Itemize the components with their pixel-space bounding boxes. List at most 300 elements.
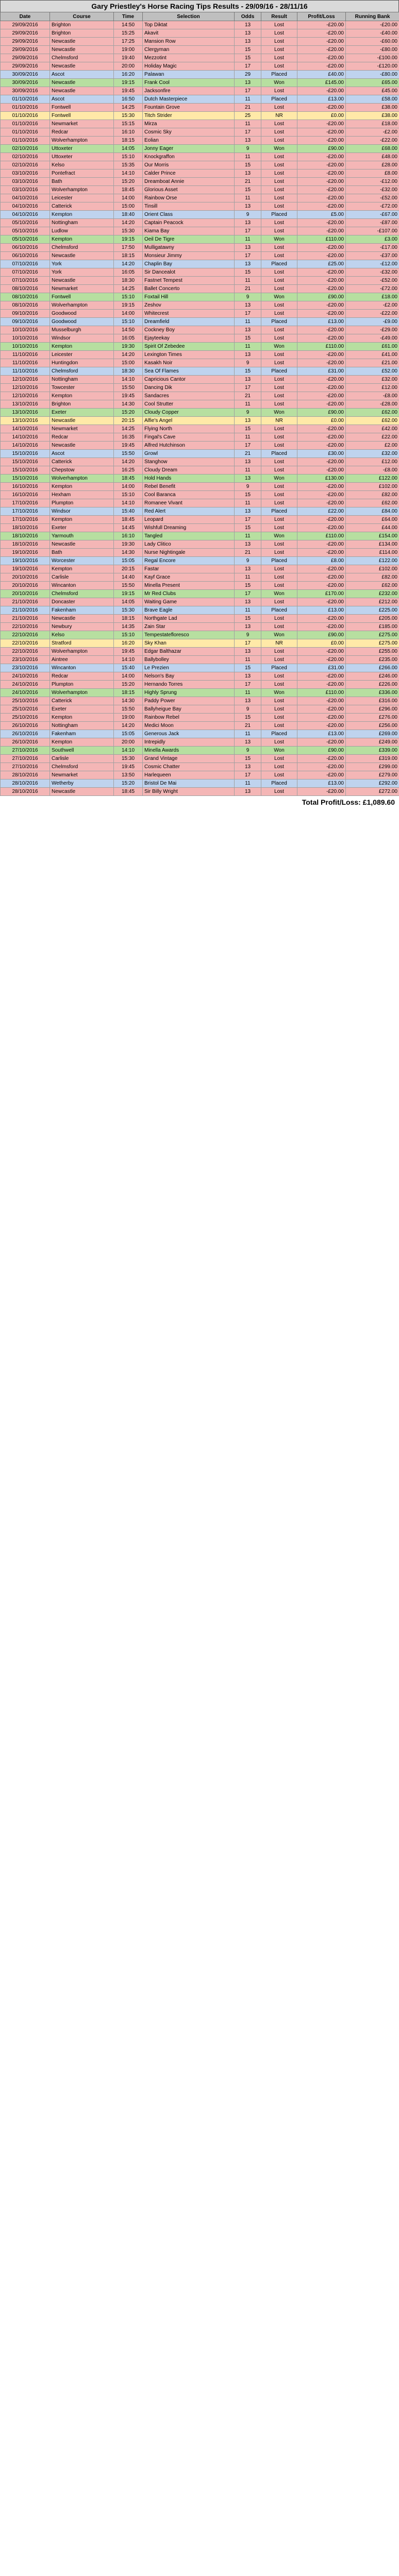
cell-bank: -£49.00 <box>346 334 399 343</box>
total-label: Total Profit/Loss: <box>302 798 361 806</box>
results-sheet <box>0 0 399 806</box>
cell-pl: -£20.00 <box>297 540 346 549</box>
cell-pl: £25.00 <box>297 260 346 268</box>
cell-bank: -£107.00 <box>346 227 399 235</box>
table-row <box>1 194 399 202</box>
cell-time: 18:45 <box>114 474 143 483</box>
cell-odds: 17 <box>235 252 261 260</box>
cell-odds: 13 <box>235 623 261 631</box>
table-row <box>1 153 399 161</box>
cell-pl: -£20.00 <box>297 170 346 178</box>
cell-result: Lost <box>261 202 297 211</box>
cell-date: 22/10/2016 <box>1 623 50 631</box>
cell-selection: Kasakh Noir <box>143 359 235 367</box>
cell-bank: £279.00 <box>346 771 399 779</box>
table-row <box>1 433 399 442</box>
cell-odds: 25 <box>235 112 261 120</box>
cell-course: Chepstow <box>50 466 114 474</box>
cell-course: Uttoxeter <box>50 145 114 153</box>
cell-odds: 11 <box>235 573 261 582</box>
cell-selection: Rainbow Orse <box>143 194 235 202</box>
cell-pl: £0.00 <box>297 417 346 425</box>
cell-odds: 13 <box>235 417 261 425</box>
cell-bank: -£2.00 <box>346 301 399 310</box>
cell-time: 18:45 <box>114 788 143 796</box>
cell-course: Kempton <box>50 392 114 400</box>
cell-bank: £82.00 <box>346 573 399 582</box>
cell-result: Lost <box>261 268 297 277</box>
cell-course: Wolverhampton <box>50 474 114 483</box>
cell-result: Lost <box>261 755 297 763</box>
cell-odds: 9 <box>235 747 261 755</box>
cell-selection: Regal Encore <box>143 557 235 565</box>
cell-pl: -£20.00 <box>297 87 346 95</box>
cell-time: 14:05 <box>114 145 143 153</box>
cell-result: Lost <box>261 21 297 29</box>
cell-result: Placed <box>261 318 297 326</box>
cell-course: Uttoxeter <box>50 153 114 161</box>
cell-course: Pontefract <box>50 170 114 178</box>
table-row <box>1 260 399 268</box>
cell-course: Newcastle <box>50 277 114 285</box>
cell-odds: 21 <box>235 178 261 186</box>
cell-odds: 13 <box>235 540 261 549</box>
cell-result: Lost <box>261 128 297 137</box>
cell-selection: Calder Prince <box>143 170 235 178</box>
cell-bank: £38.00 <box>346 112 399 120</box>
cell-odds: 9 <box>235 483 261 491</box>
cell-odds: 17 <box>235 128 261 137</box>
cell-course: Wolverhampton <box>50 186 114 194</box>
cell-time: 15:00 <box>114 202 143 211</box>
table-row <box>1 120 399 128</box>
cell-time: 14:10 <box>114 499 143 507</box>
cell-bank: -£9.00 <box>346 318 399 326</box>
cell-bank: £62.00 <box>346 409 399 417</box>
cell-course: Redcar <box>50 128 114 137</box>
cell-odds: 13 <box>235 301 261 310</box>
cell-pl: -£20.00 <box>297 483 346 491</box>
cell-odds: 9 <box>235 631 261 639</box>
cell-pl: -£20.00 <box>297 334 346 343</box>
cell-odds: 13 <box>235 21 261 29</box>
cell-time: 14:10 <box>114 376 143 384</box>
cell-pl: -£20.00 <box>297 376 346 384</box>
cell-pl: -£20.00 <box>297 714 346 722</box>
cell-time: 15:10 <box>114 491 143 499</box>
cell-date: 28/10/2016 <box>1 771 50 779</box>
cell-odds: 9 <box>235 557 261 565</box>
cell-selection: Red Alert <box>143 507 235 516</box>
cell-bank: £8.00 <box>346 170 399 178</box>
cell-odds: 17 <box>235 681 261 689</box>
cell-odds: 15 <box>235 268 261 277</box>
cell-course: Brighton <box>50 29 114 38</box>
table-row <box>1 46 399 54</box>
cell-date: 29/09/2016 <box>1 21 50 29</box>
cell-result: NR <box>261 639 297 648</box>
cell-date: 26/10/2016 <box>1 730 50 738</box>
table-row <box>1 128 399 137</box>
cell-selection: Mansion Row <box>143 38 235 46</box>
cell-result: Lost <box>261 252 297 260</box>
cell-date: 28/10/2016 <box>1 779 50 788</box>
cell-selection: Romanee Vivant <box>143 499 235 507</box>
cell-odds: 17 <box>235 590 261 598</box>
cell-pl: -£20.00 <box>297 186 346 194</box>
cell-course: Chelmsford <box>50 54 114 62</box>
cell-selection: Sandacres <box>143 392 235 400</box>
cell-odds: 15 <box>235 615 261 623</box>
cell-pl: -£20.00 <box>297 722 346 730</box>
cell-date: 27/10/2016 <box>1 763 50 771</box>
cell-bank: -£40.00 <box>346 29 399 38</box>
cell-time: 15:10 <box>114 318 143 326</box>
cell-result: Lost <box>261 483 297 491</box>
cell-result: Lost <box>261 46 297 54</box>
cell-odds: 15 <box>235 334 261 343</box>
cell-bank: -£8.00 <box>346 466 399 474</box>
cell-odds: 9 <box>235 705 261 714</box>
cell-selection: Our Morris <box>143 161 235 170</box>
cell-result: Lost <box>261 491 297 499</box>
cell-result: Lost <box>261 178 297 186</box>
cell-bank: £18.00 <box>346 293 399 301</box>
cell-date: 22/10/2016 <box>1 639 50 648</box>
cell-date: 05/10/2016 <box>1 227 50 235</box>
table-row <box>1 565 399 573</box>
table-row <box>1 202 399 211</box>
cell-odds: 11 <box>235 532 261 540</box>
table-row <box>1 409 399 417</box>
cell-odds: 13 <box>235 474 261 483</box>
cell-pl: -£20.00 <box>297 648 346 656</box>
cell-time: 15:35 <box>114 161 143 170</box>
total-profit-loss <box>0 798 399 806</box>
cell-pl: £90.00 <box>297 631 346 639</box>
cell-date: 01/10/2016 <box>1 120 50 128</box>
cell-result: Lost <box>261 29 297 38</box>
cell-selection: Foxtail Hill <box>143 293 235 301</box>
cell-result: Lost <box>261 516 297 524</box>
table-row <box>1 788 399 796</box>
cell-pl: -£20.00 <box>297 244 346 252</box>
cell-pl: -£20.00 <box>297 516 346 524</box>
cell-pl: -£20.00 <box>297 499 346 507</box>
cell-bank: £299.00 <box>346 763 399 771</box>
cell-course: Fakenham <box>50 730 114 738</box>
cell-time: 14:30 <box>114 549 143 557</box>
column-header: Time <box>114 12 143 21</box>
cell-course: Bath <box>50 178 114 186</box>
cell-time: 15:40 <box>114 664 143 672</box>
cell-odds: 13 <box>235 29 261 38</box>
cell-odds: 13 <box>235 137 261 145</box>
cell-date: 25/10/2016 <box>1 697 50 705</box>
cell-time: 15:30 <box>114 606 143 615</box>
cell-selection: Dreamfield <box>143 318 235 326</box>
cell-pl: -£20.00 <box>297 738 346 747</box>
cell-selection: Jacksonfire <box>143 87 235 95</box>
cell-course: Wolverhampton <box>50 137 114 145</box>
cell-pl: -£20.00 <box>297 194 346 202</box>
cell-time: 15:20 <box>114 681 143 689</box>
cell-odds: 13 <box>235 598 261 606</box>
column-header: Date <box>1 12 50 21</box>
cell-result: Lost <box>261 137 297 145</box>
cell-result: Won <box>261 343 297 351</box>
cell-pl: -£20.00 <box>297 120 346 128</box>
cell-odds: 9 <box>235 293 261 301</box>
cell-pl: -£20.00 <box>297 705 346 714</box>
cell-selection: Bristol De Mai <box>143 779 235 788</box>
cell-time: 15:20 <box>114 409 143 417</box>
cell-bank: £61.00 <box>346 343 399 351</box>
cell-date: 29/09/2016 <box>1 38 50 46</box>
table-row <box>1 425 399 433</box>
table-row <box>1 384 399 392</box>
cell-odds: 13 <box>235 79 261 87</box>
column-header: Course <box>50 12 114 21</box>
cell-odds: 17 <box>235 62 261 71</box>
cell-odds: 11 <box>235 606 261 615</box>
table-row <box>1 590 399 598</box>
cell-date: 29/09/2016 <box>1 29 50 38</box>
cell-bank: £266.00 <box>346 664 399 672</box>
cell-pl: -£20.00 <box>297 425 346 433</box>
cell-course: Exeter <box>50 409 114 417</box>
cell-odds: 15 <box>235 664 261 672</box>
cell-date: 04/10/2016 <box>1 211 50 219</box>
table-row <box>1 367 399 376</box>
cell-date: 15/10/2016 <box>1 450 50 458</box>
table-row <box>1 672 399 681</box>
cell-result: Lost <box>261 738 297 747</box>
cell-selection: Mirza <box>143 120 235 128</box>
cell-odds: 17 <box>235 516 261 524</box>
cell-bank: £235.00 <box>346 656 399 664</box>
cell-date: 04/10/2016 <box>1 202 50 211</box>
cell-result: Lost <box>261 104 297 112</box>
table-row <box>1 714 399 722</box>
cell-bank: £255.00 <box>346 648 399 656</box>
cell-course: Towcester <box>50 384 114 392</box>
table-row <box>1 615 399 623</box>
table-row <box>1 268 399 277</box>
cell-result: Won <box>261 235 297 244</box>
cell-date: 05/10/2016 <box>1 219 50 227</box>
cell-time: 14:20 <box>114 458 143 466</box>
cell-date: 11/10/2016 <box>1 367 50 376</box>
cell-course: Kempton <box>50 235 114 244</box>
cell-time: 14:45 <box>114 524 143 532</box>
cell-bank: -£28.00 <box>346 400 399 409</box>
cell-date: 22/10/2016 <box>1 648 50 656</box>
cell-selection: Tempestatefloresco <box>143 631 235 639</box>
cell-course: Newcastle <box>50 46 114 54</box>
cell-result: Lost <box>261 433 297 442</box>
cell-date: 03/10/2016 <box>1 186 50 194</box>
cell-course: Wincanton <box>50 582 114 590</box>
table-row <box>1 779 399 788</box>
cell-odds: 11 <box>235 779 261 788</box>
cell-course: Leicester <box>50 194 114 202</box>
table-row <box>1 186 399 194</box>
cell-odds: 15 <box>235 755 261 763</box>
cell-course: Chelmsford <box>50 590 114 598</box>
cell-course: Wolverhampton <box>50 648 114 656</box>
cell-selection: Sir Dancealot <box>143 268 235 277</box>
table-row <box>1 392 399 400</box>
cell-odds: 11 <box>235 466 261 474</box>
cell-result: Lost <box>261 565 297 573</box>
table-row <box>1 656 399 664</box>
cell-result: Lost <box>261 549 297 557</box>
cell-odds: 13 <box>235 565 261 573</box>
column-header: Running Bank <box>346 12 399 21</box>
cell-pl: £0.00 <box>297 639 346 648</box>
cell-bank: £38.00 <box>346 104 399 112</box>
cell-date: 24/10/2016 <box>1 672 50 681</box>
cell-time: 15:30 <box>114 227 143 235</box>
cell-odds: 15 <box>235 186 261 194</box>
cell-pl: -£20.00 <box>297 672 346 681</box>
header-row <box>1 12 399 21</box>
cell-course: Kempton <box>50 483 114 491</box>
cell-date: 04/10/2016 <box>1 194 50 202</box>
table-row <box>1 29 399 38</box>
cell-time: 14:00 <box>114 483 143 491</box>
cell-selection: Top Diktat <box>143 21 235 29</box>
cell-odds: 11 <box>235 730 261 738</box>
cell-result: Lost <box>261 161 297 170</box>
cell-pl: -£20.00 <box>297 400 346 409</box>
cell-bank: -£80.00 <box>346 46 399 54</box>
cell-bank: £276.00 <box>346 714 399 722</box>
cell-selection: Zeshov <box>143 301 235 310</box>
cell-odds: 17 <box>235 442 261 450</box>
cell-course: Newcastle <box>50 615 114 623</box>
cell-selection: Grand Vintage <box>143 755 235 763</box>
cell-time: 15:00 <box>114 359 143 367</box>
column-header: Odds <box>235 12 261 21</box>
cell-date: 11/10/2016 <box>1 351 50 359</box>
cell-date: 20/10/2016 <box>1 573 50 582</box>
cell-time: 20:00 <box>114 62 143 71</box>
cell-bank: £62.00 <box>346 582 399 590</box>
cell-result: NR <box>261 417 297 425</box>
cell-result: Lost <box>261 62 297 71</box>
cell-selection: Sir Billy Wright <box>143 788 235 796</box>
cell-bank: £225.00 <box>346 606 399 615</box>
cell-odds: 11 <box>235 400 261 409</box>
cell-course: Newcastle <box>50 417 114 425</box>
cell-pl: -£20.00 <box>297 54 346 62</box>
cell-result: Lost <box>261 359 297 367</box>
table-row <box>1 310 399 318</box>
cell-time: 16:05 <box>114 334 143 343</box>
cell-result: Lost <box>261 384 297 392</box>
cell-selection: Minella Awards <box>143 747 235 755</box>
cell-result: Won <box>261 689 297 697</box>
cell-pl: £90.00 <box>297 293 346 301</box>
table-row <box>1 491 399 499</box>
cell-time: 15:10 <box>114 153 143 161</box>
cell-selection: Whitecrest <box>143 310 235 318</box>
cell-course: York <box>50 268 114 277</box>
cell-pl: -£20.00 <box>297 21 346 29</box>
cell-bank: £134.00 <box>346 540 399 549</box>
table-row <box>1 79 399 87</box>
cell-result: Placed <box>261 211 297 219</box>
cell-selection: Ballet Concerto <box>143 285 235 293</box>
cell-selection: Cosmic Chatter <box>143 763 235 771</box>
cell-course: Ascot <box>50 71 114 79</box>
cell-pl: -£20.00 <box>297 392 346 400</box>
cell-course: Newmarket <box>50 285 114 293</box>
cell-course: Ascot <box>50 95 114 104</box>
cell-odds: 13 <box>235 260 261 268</box>
cell-pl: -£20.00 <box>297 268 346 277</box>
cell-course: Newcastle <box>50 79 114 87</box>
cell-course: Yarmouth <box>50 532 114 540</box>
cell-pl: £22.00 <box>297 507 346 516</box>
cell-bank: -£32.00 <box>346 268 399 277</box>
cell-bank: -£52.00 <box>346 194 399 202</box>
cell-time: 18:15 <box>114 137 143 145</box>
cell-date: 25/10/2016 <box>1 714 50 722</box>
cell-bank: £336.00 <box>346 689 399 697</box>
table-row <box>1 343 399 351</box>
cell-result: Won <box>261 409 297 417</box>
cell-selection: Rainbow Rebel <box>143 714 235 722</box>
cell-date: 24/10/2016 <box>1 689 50 697</box>
table-row <box>1 359 399 367</box>
cell-odds: 17 <box>235 771 261 779</box>
cell-bank: £3.00 <box>346 235 399 244</box>
cell-course: Worcester <box>50 557 114 565</box>
cell-course: Newmarket <box>50 120 114 128</box>
cell-pl: -£20.00 <box>297 29 346 38</box>
cell-result: Lost <box>261 705 297 714</box>
cell-bank: -£32.00 <box>346 186 399 194</box>
cell-odds: 13 <box>235 458 261 466</box>
cell-time: 16:20 <box>114 71 143 79</box>
cell-course: Doncaster <box>50 598 114 606</box>
cell-time: 15:30 <box>114 755 143 763</box>
cell-date: 18/10/2016 <box>1 524 50 532</box>
cell-time: 18:15 <box>114 615 143 623</box>
cell-bank: £212.00 <box>346 598 399 606</box>
cell-course: Southwell <box>50 747 114 755</box>
cell-selection: Mulligatawny <box>143 244 235 252</box>
cell-course: Musselburgh <box>50 326 114 334</box>
cell-time: 15:50 <box>114 705 143 714</box>
table-row <box>1 606 399 615</box>
cell-date: 10/10/2016 <box>1 343 50 351</box>
cell-date: 21/10/2016 <box>1 606 50 615</box>
cell-date: 08/10/2016 <box>1 293 50 301</box>
cell-result: Lost <box>261 392 297 400</box>
table-row <box>1 21 399 29</box>
cell-time: 19:45 <box>114 392 143 400</box>
cell-selection: Eolian <box>143 137 235 145</box>
cell-result: Lost <box>261 87 297 95</box>
cell-time: 18:45 <box>114 516 143 524</box>
cell-result: Lost <box>261 458 297 466</box>
cell-time: 19:15 <box>114 79 143 87</box>
cell-date: 07/10/2016 <box>1 260 50 268</box>
